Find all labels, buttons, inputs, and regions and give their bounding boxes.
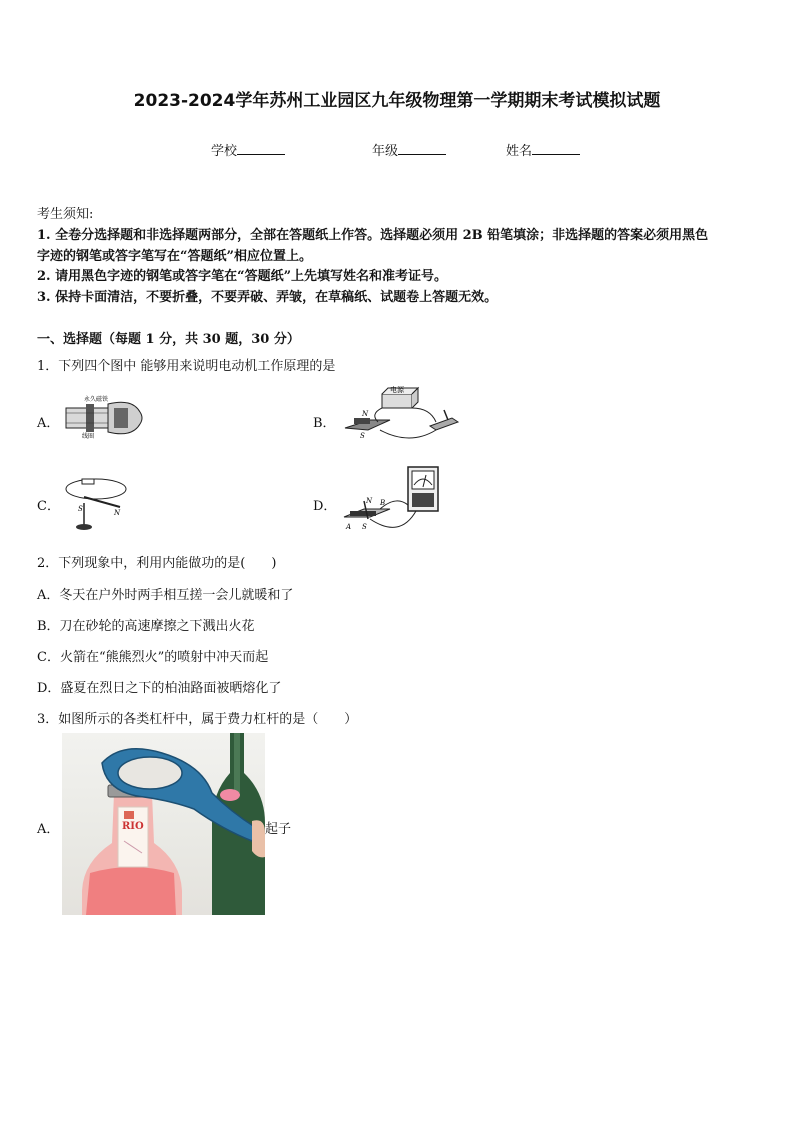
notice-item-1: 1. 全卷分选择题和非选择题两部分，全部在答题纸上作答。选择题必须用 2B 铅笔填涂；非选择题的答案必须用黑色 [37, 228, 709, 243]
name-blank [532, 142, 580, 155]
q1-figure-c-oersted [64, 475, 130, 533]
q2-option-c: C．火箭在“熊熊烈火”的喷射中冲天而起 [37, 650, 269, 665]
grade-label: 年级 [372, 144, 399, 159]
q1-figure-b-circuit [340, 384, 462, 444]
name-label: 姓名 [506, 144, 533, 159]
notice-item-3: 3. 保持卡面清洁，不要折叠，不要弄破、弄皱，在草稿纸、试题卷上答题无效。 [37, 290, 498, 305]
q1-figure-c-n: N [114, 509, 121, 517]
q1-figure-d-s: S [362, 523, 367, 531]
q3-option-a-label: A． [37, 822, 60, 837]
q1-figure-b-box-label: 电源 [390, 386, 404, 394]
q2-option-d: D．盛夏在烈日之下的柏油路面被晒熔化了 [37, 681, 282, 696]
notice-item-2: 2. 请用黑色字迹的钢笔或答字笔在“答题纸”上先填写姓名和准考证号。 [37, 269, 448, 284]
school-field [211, 140, 285, 159]
grade-field [372, 140, 446, 159]
q2-option-a: A．冬天在户外时两手相互搓一会儿就暖和了 [37, 588, 294, 603]
q1-figure-b-n: N [362, 410, 369, 418]
q1-stem: 1．下列四个图中 能够用来说明电动机工作原理的是 [37, 359, 336, 374]
grade-blank [398, 142, 446, 155]
photo-brand-label: RIO [122, 821, 144, 832]
section-heading: 一、选择题（每题 1 分，共 30 题，30 分） [37, 332, 300, 347]
q1-option-c-label: C． [37, 499, 60, 514]
q1-figure-d-n: N [366, 497, 373, 505]
q1-option-a-label: A． [37, 416, 60, 431]
notice-item-1-cont: 字迹的钢笔或答字笔写在“答题纸”相应位置上。 [37, 249, 312, 264]
q3-option-a-caption: 起子 [265, 822, 292, 837]
bottle-opener-illustration [62, 733, 265, 915]
q1-option-b-label: B． [313, 416, 336, 431]
q1-figure-c-s: S [78, 505, 83, 513]
q1-figure-a-microphone [62, 392, 144, 442]
name-field [506, 140, 580, 159]
school-label: 学校 [211, 144, 238, 159]
q1-figure-b-s: S [360, 432, 365, 440]
bottle-opener-photo [62, 733, 265, 915]
notice-heading: 考生须知: [37, 207, 94, 222]
q2-stem: 2．下列现象中，利用内能做功的是( ) [37, 556, 277, 571]
q1-figure-d-b: B [380, 499, 386, 507]
q1-figure-d-induction [340, 465, 442, 537]
q2-option-b: B．刀在砂轮的高速摩擦之下溅出火花 [37, 619, 255, 634]
exam-title: 2023-2024学年苏州工业园区九年级物理第一学期期末考试模拟试题 [133, 91, 661, 111]
q1-figure-a-bottom-label: 线圈 [82, 433, 95, 440]
q1-figure-a-top-label: 永久磁铁 [84, 396, 109, 403]
school-blank [237, 142, 285, 155]
q1-option-d-label: D． [313, 499, 337, 514]
q3-stem: 3．如图所示的各类杠杆中，属于费力杠杆的是（ ） [37, 712, 358, 727]
q1-figure-d-a: A [346, 523, 352, 531]
